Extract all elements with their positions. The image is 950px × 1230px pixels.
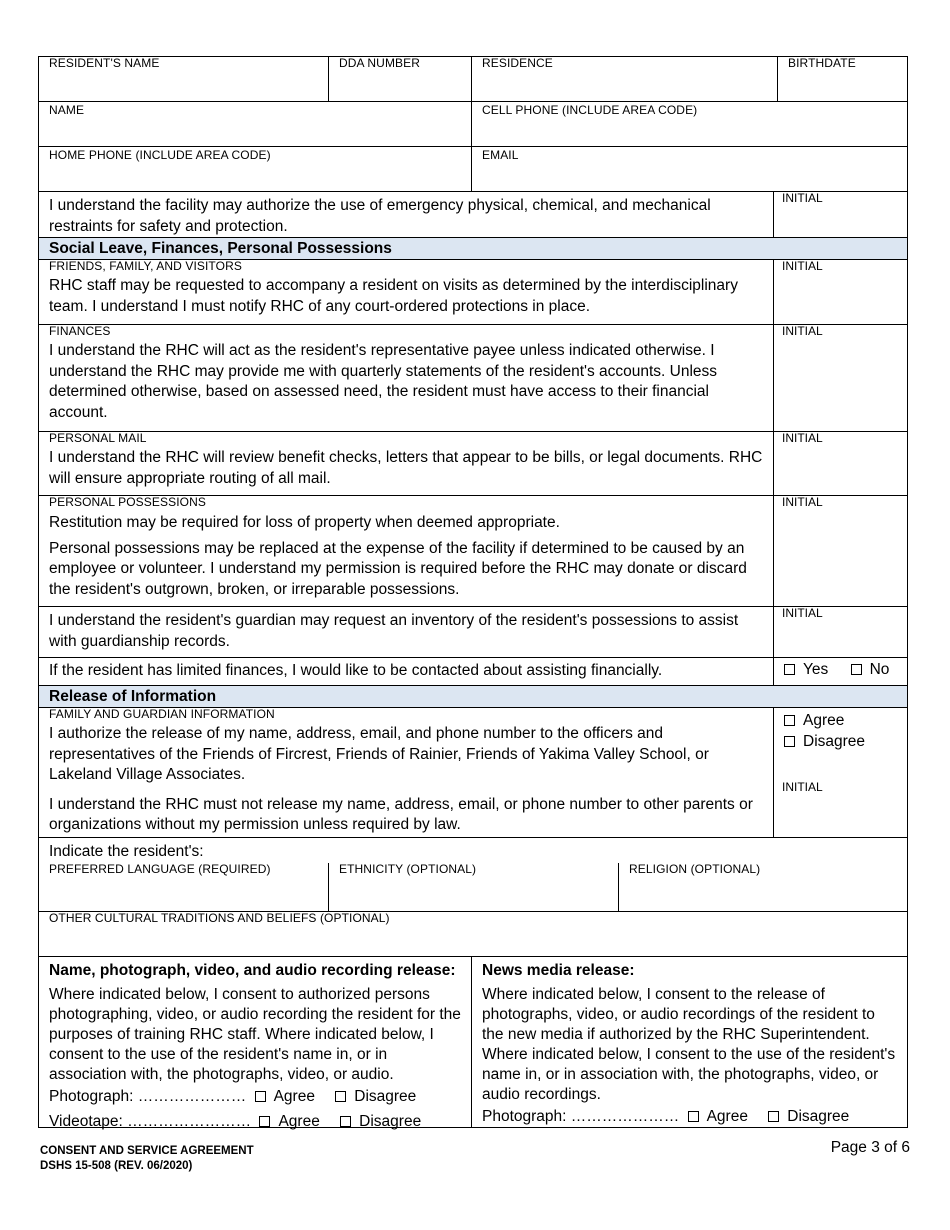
yes-label: Yes xyxy=(803,661,829,678)
visitors-text-cell: FRIENDS, FAMILY, AND VISITORS RHC staff may be requested to accompany a resident on visits as determined by the interdisciplinary team. I understand I must notify RHC of any court-ordered protections in place. xyxy=(39,260,774,324)
dda-number-field[interactable]: DDA NUMBER xyxy=(329,57,472,101)
restraints-row xyxy=(39,192,907,238)
inventory-text-cell: I understand the resident's guardian may request an inventory of the resident's possessions to assist with guardianship records. xyxy=(39,607,774,657)
social-section-header: Social Leave, Finances, Personal Possessions xyxy=(39,238,907,260)
visitors-row xyxy=(39,260,907,325)
indicate-text: Indicate the resident's: xyxy=(49,843,204,860)
birthdate-field[interactable]: BIRTHDATE xyxy=(788,56,856,70)
news-media-release-cell: News media release: Where indicated below, I consent to the release of photographs, video, or audio recordings of the resident to the new media if authorized by the RHC Superintendent. Where indicated below, I consent to the use of the resident's name in, or in association with, the photographs, video, or audio recordings. Photograph: ………………… Agree Disagree xyxy=(472,957,907,1127)
limited-finances-row xyxy=(39,658,907,686)
yes-checkbox[interactable] xyxy=(784,664,795,675)
photograph-option: Photograph: ………………… Agree Disagree xyxy=(49,1087,417,1105)
disagree-checkbox[interactable] xyxy=(784,736,795,747)
consent-form xyxy=(38,56,908,1128)
home-phone-field[interactable]: HOME PHONE (INCLUDE AREA CODE) xyxy=(39,147,472,191)
limited-finances-options xyxy=(774,658,907,685)
news-photograph-disagree-checkbox[interactable] xyxy=(768,1111,779,1122)
videotape-option: Videotape: …………………… Agree Disagree xyxy=(49,1113,422,1130)
photograph-disagree-checkbox[interactable] xyxy=(335,1091,346,1102)
videotape-agree-checkbox[interactable] xyxy=(259,1116,270,1127)
form-title: CONSENT AND SERVICE AGREEMENT xyxy=(40,1145,254,1157)
resident-name-field[interactable]: RESIDENT'S NAME xyxy=(39,57,329,101)
disagree-label: Disagree xyxy=(803,732,866,750)
form-footer xyxy=(40,1144,254,1174)
ethnicity-field[interactable]: ETHNICITY (OPTIONAL) xyxy=(329,863,619,912)
news-photograph-agree-checkbox[interactable] xyxy=(688,1111,699,1122)
residence-field[interactable]: RESIDENCE xyxy=(472,57,778,101)
recording-release-cell: Name, photograph, video, and audio recording release: Where indicated below, I consent to authorized persons photographing, video, or audio recording the resident for the purposes of training RHC staff. Where indicated below, I consent to the use of the resident's name in, or in association with, the photographs, video, or audio. Photograph: ………………… Agree Disagree Videotape: …………………… Agree Disagree xyxy=(39,957,472,1127)
preferred-language-field[interactable]: PREFERRED LANGUAGE (REQUIRED) xyxy=(39,863,329,912)
recording-release-title: Name, photograph, video, and audio recording release: xyxy=(49,962,456,979)
other-cultural-row xyxy=(39,912,907,957)
no-checkbox[interactable] xyxy=(851,664,862,675)
restraints-text-cell: I understand the facility may authorize the use of emergency physical, chemical, and mechanical restraints for safety and protection. xyxy=(39,192,774,237)
agree-label: Agree xyxy=(803,712,845,729)
release-section-header: Release of Information xyxy=(39,686,907,708)
limited-finances-text-cell: If the resident has limited finances, I would like to be contacted about assisting financially. xyxy=(39,658,774,685)
page-number: Page 3 of 6 xyxy=(830,1139,910,1156)
email-field[interactable]: EMAIL xyxy=(482,148,519,162)
mail-initial[interactable]: INITIAL xyxy=(782,431,823,445)
other-cultural-field[interactable]: OTHER CULTURAL TRADITIONS AND BELIEFS (OPTIONAL) xyxy=(49,911,390,925)
cultural-row xyxy=(39,838,907,912)
family-info-row xyxy=(39,708,907,838)
mail-row xyxy=(39,432,907,496)
possessions-text-cell: PERSONAL POSSESSIONS Restitution may be required for loss of property when deemed appropriate. Personal possessions may be replaced at the expense of the facility if determined to be caused by an employee or volunteer. I understand my permission is required before the RHC may donate or discard the resident's outgrown, broken, or irreparable possessions. xyxy=(39,496,774,606)
photograph-agree-checkbox[interactable] xyxy=(255,1091,266,1102)
news-photograph-option: Photograph: ………………… Agree Disagree xyxy=(482,1107,850,1125)
family-info-options xyxy=(774,708,907,837)
inventory-row xyxy=(39,607,907,658)
videotape-disagree-checkbox[interactable] xyxy=(340,1116,351,1127)
form-number: DSHS 15-508 (REV. 06/2020) xyxy=(40,1160,193,1172)
finances-row xyxy=(39,325,907,432)
possessions-initial[interactable]: INITIAL xyxy=(782,495,823,509)
resident-info-row xyxy=(39,57,907,102)
name-field[interactable]: NAME xyxy=(39,102,472,146)
finances-initial[interactable]: INITIAL xyxy=(782,324,823,338)
mail-text-cell: PERSONAL MAIL I understand the RHC will review benefit checks, letters that appear to be bills, or legal documents. RHC will ensure appropriate routing of all mail. xyxy=(39,432,774,495)
restraints-initial[interactable]: INITIAL xyxy=(782,191,823,205)
possessions-row xyxy=(39,496,907,607)
agree-checkbox[interactable] xyxy=(784,715,795,726)
no-label: No xyxy=(869,661,890,678)
cell-phone-field[interactable]: CELL PHONE (INCLUDE AREA CODE) xyxy=(482,103,698,117)
contact-row-2 xyxy=(39,147,907,192)
family-info-text-cell: FAMILY AND GUARDIAN INFORMATION I authorize the release of my name, address, email, and phone number to the officers and representatives of the Friends of Fircrest, Friends of Rainier, Friends of Yakima Valley School, or Lakeland Village Associates. I understand the RHC must not release my name, address, email, or phone number to other parents or organizations without my permission unless required by law. xyxy=(39,708,774,837)
visitors-initial[interactable]: INITIAL xyxy=(782,259,823,273)
finances-text-cell: FINANCES I understand the RHC will act as the resident's representative payee unless indicated otherwise. I understand the RHC may provide me with quarterly statements of the resident's accounts. Unless determined otherwise, based on assessed need, the resident must have access to their financial account. xyxy=(39,325,774,431)
religion-field[interactable]: RELIGION (OPTIONAL) xyxy=(629,861,761,876)
inventory-initial[interactable]: INITIAL xyxy=(782,606,823,620)
news-media-title: News media release: xyxy=(482,962,635,979)
contact-row xyxy=(39,102,907,147)
family-info-initial[interactable]: INITIAL xyxy=(782,780,823,794)
media-row xyxy=(39,957,907,1130)
